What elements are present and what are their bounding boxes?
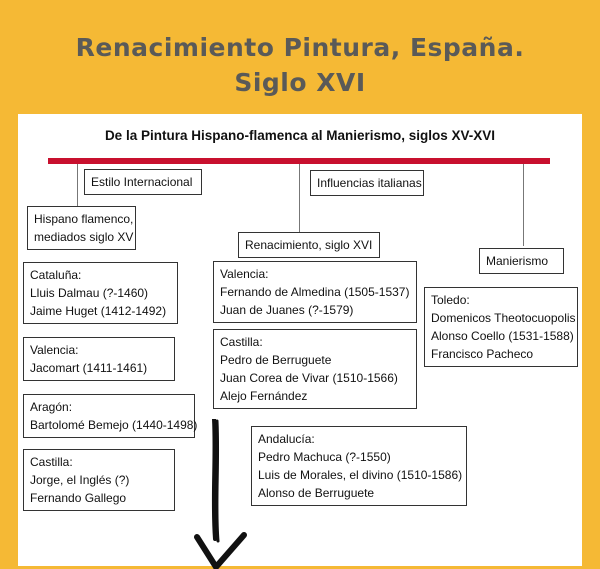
group-castilla-hispano-flamenco: Castilla: Jorge, el Inglés (?) Fernando Gallego [23,449,175,511]
group-aragon: Aragón: Bartolomé Bemejo (1440-1498) [23,394,195,438]
group-andalucia: Andalucía: Pedro Machuca (?-1550) Luis de Morales, el divino (1510-1586) Alonso de Berruguete [251,426,467,506]
connector-middle [299,164,300,232]
slide-title-line-2: Siglo XVI [234,68,366,97]
slide-title [0,30,600,100]
branch-renacimiento: Renacimiento, siglo XVI [238,232,380,258]
group-toledo: Toledo: Domenicos Theotocuopolis Alonso Coello (1531-1588) Francisco Pacheco [424,287,578,367]
diagram-title: De la Pintura Hispano-flamenca al Manierismo, siglos XV-XVI [104,128,496,143]
branch-manierismo: Manierismo [479,248,564,274]
diagram-panel [18,114,582,566]
slide-title-line-1: Renacimiento Pintura, España. [75,33,525,62]
branch-estilo-internacional: Estilo Internacional [84,169,202,195]
down-arrow-icon [194,419,250,569]
branch-hispano-flamenco: Hispano flamenco, mediados siglo XV [27,206,136,250]
connector-right [523,164,524,246]
branch-influencias-italianas: Influencias italianas [310,170,424,196]
group-valencia-renacimiento: Valencia: Fernando de Almedina (1505-1537) Juan de Juanes (?-1579) [213,261,417,323]
group-cataluna: Cataluña: Lluis Dalmau (?-1460) Jaime Huget (1412-1492) [23,262,178,324]
connector-left [77,164,78,206]
group-castilla-renacimiento: Castilla: Pedro de Berruguete Juan Corea de Vivar (1510-1566) Alejo Fernández [213,329,417,409]
group-valencia-hispano-flamenco: Valencia: Jacomart (1411-1461) [23,337,175,381]
